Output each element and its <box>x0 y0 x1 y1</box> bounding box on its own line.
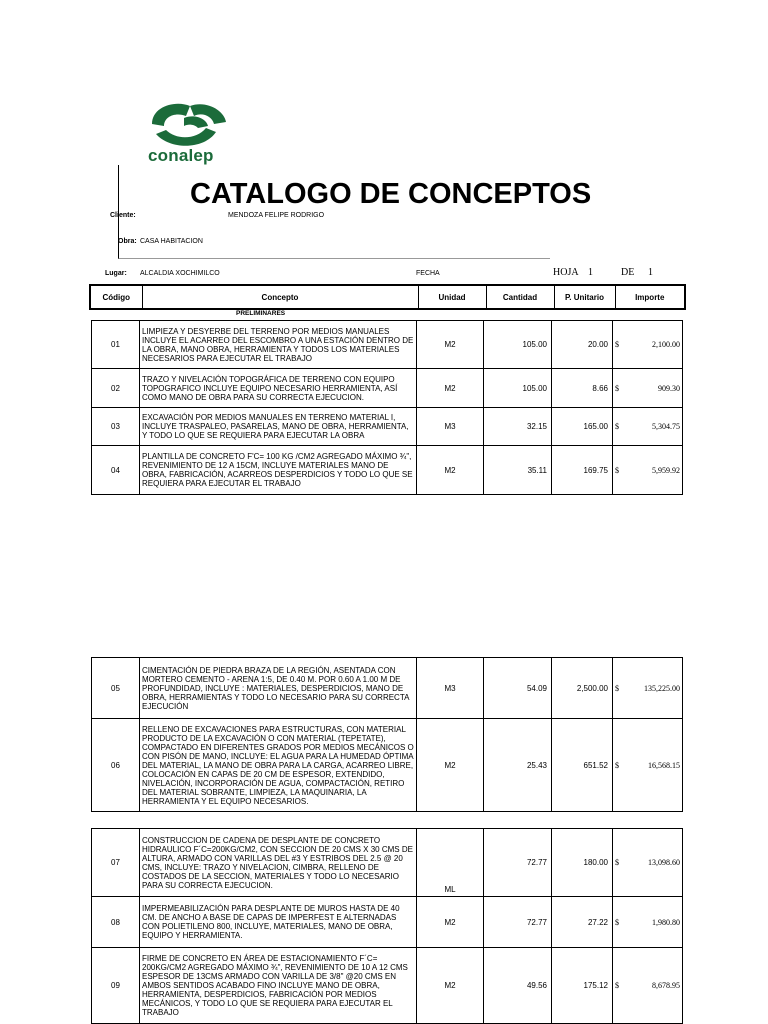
table-header <box>89 284 686 310</box>
table-row: 06 RELLENO DE EXCAVACIONES PARA ESTRUCTURAS, CON MATERIAL PRODUCTO DE LA EXCAVACIÓN O CON MATERIAL (TEPETATE), COMPACTADO EN DIFERENTES GRADOS POR MEDIOS MECÁNICOS O CON PISÓN DE MANO, INCLUYE: EL AGUA PARA LA HUMEDAD ÓPTIMA DEL MATERIAL, LA MANO DE OBRA PARA LA CARGA, ACARREO LIBRE, COLOCACIÓN EN CAPAS DE 20 CM DE ESPESOR, EXTENDIDO, NIVELACIÓN, INCORPORACIÓN DE AGUA, COMPACTACIÓN, RETIRO DEL MATERIAL SOBRANTE, LIMPIEZA, LA MAQUINARIA, LA HERRAMIENTA Y EL EQUIPO NECESARIOS. M2 25.43 651.52 $ 16,568.15 <box>92 719 683 812</box>
obra-label: Obra: <box>118 238 137 245</box>
hoja-label: HOJA <box>553 267 579 278</box>
lugar-label: Lugar: <box>105 270 127 277</box>
page-title: CATALOGO DE CONCEPTOS <box>190 178 592 210</box>
col-price: P. Unitario <box>554 285 615 309</box>
concepts-table-2 <box>91 657 683 812</box>
concepts-table-1 <box>91 320 683 495</box>
table-row: 05 CIMENTACIÓN DE PIEDRA BRAZA DE LA REGIÓN, ASENTADA CON MORTERO CEMENTO - ARENA 1:5, DE 0.40 M. POR 0.60 A 1.00 M DE PROFUNDIDAD, INCLUYE : MATERIALES, DESPERDICIOS, MANO DE OBRA, HERRAMIENTAS Y TODO LO NECESARIO PARA SU CORRECTA EJECUCIÓN M3 54.09 2,500.00 $ 135,225.00 <box>92 658 683 719</box>
de-label: DE <box>621 267 635 278</box>
logo-wordmark: conalep <box>148 146 214 165</box>
section-label: PRELIMINARES <box>236 310 286 317</box>
table-row: 07 CONSTRUCCION DE CADENA DE DESPLANTE DE CONCRETO HIDRAULICO F´C=200KG/CM2, CON SECCION DE 20 CMS X 30 CMS DE ALTURA, ARMADO CON VARILLAS DEL #3 Y ESTRIBOS DEL 2.5 @ 20 CMS, INCLUYE: TRAZO Y NIVELACION, CIMBRA, RELLENO DE COSTADOS DE LA SECCION, MATERIALES Y TODO LO NECESARIO PARA SU CORRECTA EJECUCION. ML 72.77 180.00 $ 13,098.60 <box>92 829 683 897</box>
col-amount: Importe <box>615 285 685 309</box>
hoja-number: 1 <box>588 267 593 278</box>
fecha-label: FECHA <box>416 270 440 277</box>
table-row: 03 EXCAVACIÓN POR MEDIOS MANUALES EN TERRENO MATERIAL I, INCLUYE TRASPALEO, PASARELAS, MANO DE OBRA, HERRAMIENTA, Y TODO LO QUE SE REQUIERA PARA EJECUTAR LA OBRA M3 32.15 165.00 $ 5,304.75 <box>92 408 683 446</box>
client-value: MENDOZA FELIPE RODRIGO <box>228 212 325 219</box>
table-row: 02 TRAZO Y NIVELACIÓN TOPOGRÁFICA DE TERRENO CON EQUIPO TOPOGRAFICO INCLUYE EQUIPO NECESARIO HERRAMIENTA, ASÍ COMO MANO DE OBRA PARA SU CORRECTA EJECUCION. M2 105.00 8.66 $ 909.30 <box>92 369 683 408</box>
table-row: 08 IMPERMEABILIZACIÓN PARA DESPLANTE DE MUROS HASTA DE 40 CM. DE ANCHO A BASE DE CAPAS DE IMPERFEST E ALTERNADAS CON POLIETILENO 800, INCLUYE, MATERIALES, MANO DE OBRA, EQUIPO Y HERRAMIENTA. M2 72.77 27.22 $ 1,980.80 <box>92 897 683 948</box>
col-qty: Cantidad <box>486 285 554 309</box>
table-row: 09 FIRME DE CONCRETO EN ÁREA DE ESTACIONAMIENTO F´C= 200KG/CM2 AGREGADO MÁXIMO ¾", REVENIMIENTO DE 10 A 12 CMS ESPESOR DE 13CMS ARMADO CON VARILLA DE 3/8" @20 CMS EN AMBOS SENTIDOS ACABADO FINO INCLUYE MANO DE OBRA, HERRAMIENTA, DESPERDICIOS, FABRICACIÓN POR MEDIOS MECÁNICOS, Y TODO LO QUE SE REQUIERA PARA EJECUTAR EL TRABAJO M2 49.56 175.12 $ 8,678.95 <box>92 948 683 1024</box>
concepts-table-3 <box>91 828 683 1024</box>
table-row: 01 LIMPIEZA Y DESYERBE DEL TERRENO POR MEDIOS MANUALES INCLUYE EL ACARREO DEL ESCOMBRO A UNA ESTACIÓN DENTRO DE LA OBRA, MANO OBRA, HERRAMIENTA Y TODOS LOS MATERIALES NECESARIOS PARA EJECUTAR EL TRABAJO M2 105.00 20.00 $ 2,100.00 <box>92 321 683 369</box>
lugar-value: ALCALDIA XOCHIMILCO <box>140 270 220 277</box>
table-row: 04 PLANTILLA DE CONCRETO F'C= 100 KG /CM2 AGREGADO MÁXIMO ¾", REVENIMIENTO DE 12 A 15CM, INCLUYE MATERIALES MANO DE OBRA, FABRICACIÓN, ACARREOS DESPERDICIOS Y TODO LO QUE SE REQUIERA PARA EJECUTAR EL TRABAJO M2 35.11 169.75 $ 5,959.92 <box>92 446 683 495</box>
client-label: Cliente: <box>110 212 136 219</box>
obra-value: CASA HABITACION <box>140 238 203 245</box>
col-unit: Unidad <box>418 285 486 309</box>
col-concept: Concepto <box>142 285 418 309</box>
col-code: Código <box>90 285 142 309</box>
hoja-total: 1 <box>648 267 653 278</box>
